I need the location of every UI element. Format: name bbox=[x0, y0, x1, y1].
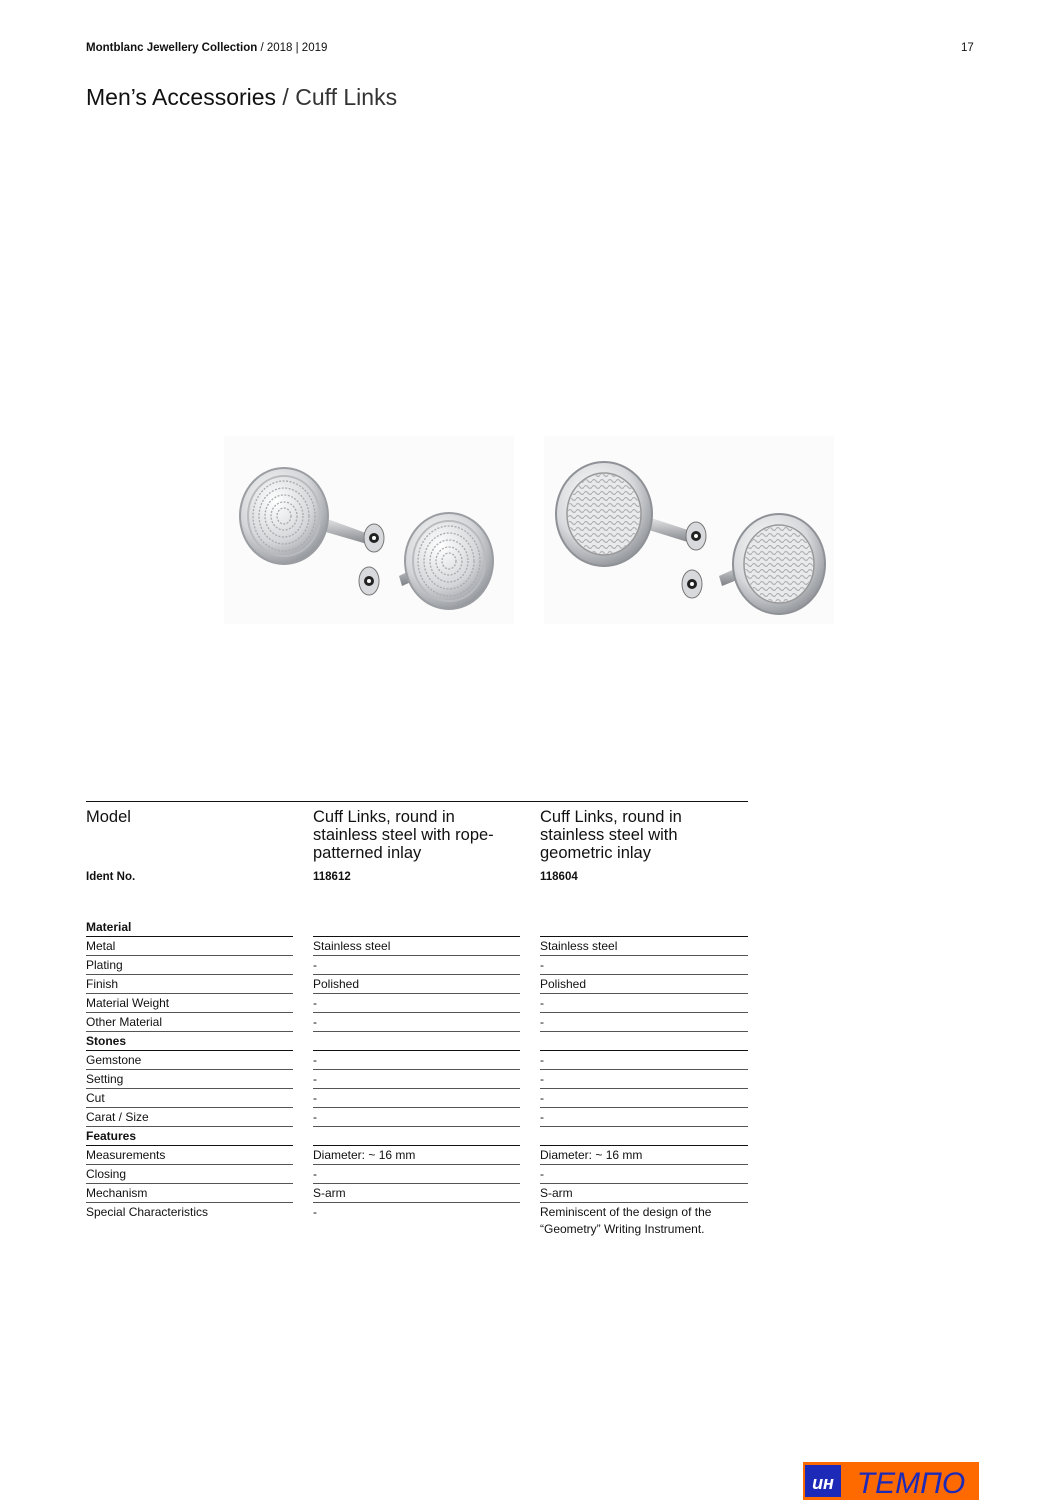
running-header bbox=[86, 42, 327, 54]
spec-value-product-2 bbox=[540, 918, 748, 937]
spec-value-product-2: - bbox=[540, 994, 748, 1013]
spec-value-product-1: - bbox=[313, 1070, 520, 1089]
spec-value-product-1: - bbox=[313, 1089, 520, 1108]
table-top-rule bbox=[86, 801, 748, 802]
spec-value-product-1: Stainless steel bbox=[313, 937, 520, 956]
spec-value-product-1: - bbox=[313, 994, 520, 1013]
spec-value-product-1: - bbox=[313, 1051, 520, 1070]
header-brand: Montblanc Jewellery Collection bbox=[86, 42, 258, 54]
spec-label: Stones bbox=[86, 1032, 293, 1051]
ident-label: Ident No. bbox=[86, 871, 136, 883]
spec-label: Carat / Size bbox=[86, 1108, 293, 1127]
tempo-logo bbox=[803, 1462, 979, 1500]
logo-text-main: ТЕМПО bbox=[856, 1467, 966, 1500]
spec-value-product-2: Diameter: ~ 16 mm bbox=[540, 1146, 748, 1165]
product-image-rope-cufflinks bbox=[224, 436, 514, 624]
spec-label: Features bbox=[86, 1127, 293, 1146]
spec-value-product-1 bbox=[313, 918, 520, 937]
spec-value-product-2: - bbox=[540, 1089, 748, 1108]
spec-value-product-2 bbox=[540, 1032, 748, 1051]
spec-label: Other Material bbox=[86, 1013, 293, 1032]
spec-value-product-1: - bbox=[313, 956, 520, 975]
spec-label: Cut bbox=[86, 1089, 293, 1108]
spec-value-product-2: - bbox=[540, 1051, 748, 1070]
product-1-ident: 118612 bbox=[313, 871, 351, 883]
section-subtitle: Cuff Links bbox=[295, 84, 398, 110]
page-number: 17 bbox=[961, 42, 974, 54]
section-title bbox=[86, 84, 397, 111]
spec-value-product-1: - bbox=[313, 1013, 520, 1032]
spec-value-product-1: - bbox=[313, 1205, 317, 1219]
header-years: / 2018 | 2019 bbox=[257, 42, 328, 54]
spec-value-product-1: - bbox=[313, 1108, 520, 1127]
logo-text-small: uн bbox=[812, 1473, 834, 1493]
spec-value-product-2: - bbox=[540, 1070, 748, 1089]
spec-value-product-1: S-arm bbox=[313, 1184, 520, 1203]
spec-label: Plating bbox=[86, 956, 293, 975]
spec-value-product-1 bbox=[313, 1127, 520, 1146]
spec-label: Finish bbox=[86, 975, 293, 994]
spec-value-product-2: S-arm bbox=[540, 1184, 748, 1203]
spec-label: Mechanism bbox=[86, 1184, 293, 1203]
product-image-geometric-cufflinks bbox=[544, 436, 834, 624]
spec-value-product-1: - bbox=[313, 1165, 520, 1184]
spec-label: Setting bbox=[86, 1070, 293, 1089]
spec-value-product-2: - bbox=[540, 1108, 748, 1127]
product-2-model: Cuff Links, round in stainless steel with geometric inlay bbox=[540, 808, 682, 862]
spec-value-product-2: Polished bbox=[540, 975, 748, 994]
product-2-ident: 118604 bbox=[540, 871, 578, 883]
spec-value-product-1: Diameter: ~ 16 mm bbox=[313, 1146, 520, 1165]
spec-value-product-1 bbox=[313, 1032, 520, 1051]
spec-label: Metal bbox=[86, 937, 293, 956]
spec-label: Material Weight bbox=[86, 994, 293, 1013]
spec-value-product-2: - bbox=[540, 1165, 748, 1184]
spec-label: Measurements bbox=[86, 1146, 293, 1165]
section-title-separator: / bbox=[276, 84, 296, 110]
spec-value-product-2: Reminiscent of the design of the “Geometry” Writing Instrument. bbox=[540, 1205, 712, 1236]
product-1-model: Cuff Links, round in stainless steel with rope-patterned inlay bbox=[313, 808, 494, 862]
spec-label: Material bbox=[86, 918, 293, 937]
spec-value-product-2: Stainless steel bbox=[540, 937, 748, 956]
spec-value-product-2: - bbox=[540, 1013, 748, 1032]
spec-value-product-2: - bbox=[540, 956, 748, 975]
spec-label: Special Characteristics bbox=[86, 1205, 209, 1219]
model-label: Model bbox=[86, 808, 131, 826]
section-title-main: Men’s Accessories bbox=[86, 84, 277, 110]
spec-value-product-2 bbox=[540, 1127, 748, 1146]
spec-value-product-1: Polished bbox=[313, 975, 520, 994]
spec-label: Gemstone bbox=[86, 1051, 293, 1070]
spec-label: Closing bbox=[86, 1165, 293, 1184]
